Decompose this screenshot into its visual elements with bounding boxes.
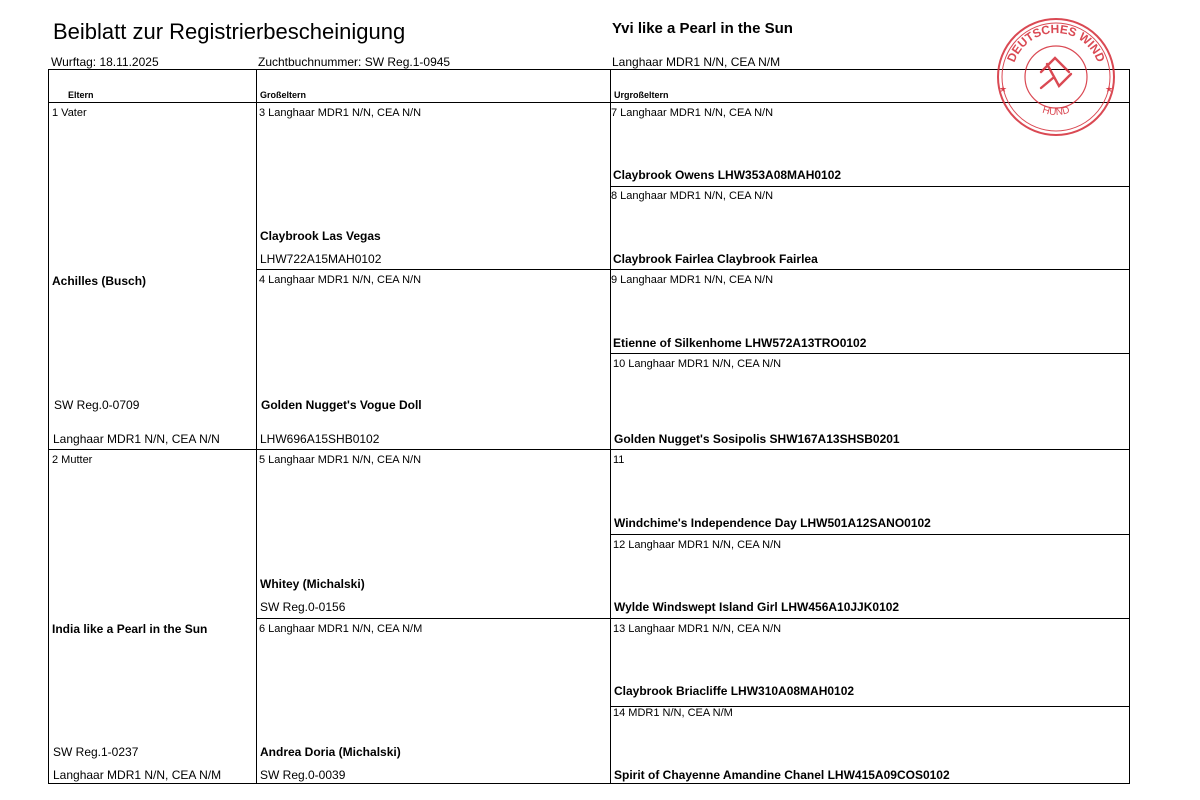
great-grandparent-label: 13 Langhaar MDR1 N/N, CEA N/N — [613, 623, 782, 635]
mother-genetics: Langhaar MDR1 N/N, CEA N/M — [53, 768, 222, 782]
grandparent-label: 6 Langhaar MDR1 N/N, CEA N/M — [259, 623, 423, 635]
row-divider — [610, 353, 1129, 354]
grandparent-reg: SW Reg.0-0039 — [260, 768, 346, 782]
row-divider — [610, 534, 1129, 535]
row-divider — [256, 618, 1129, 619]
row-divider — [610, 186, 1129, 187]
grandparent-label: 3 Langhaar MDR1 N/N, CEA N/N — [259, 107, 422, 119]
grandparent-name: Andrea Doria (Michalski) — [260, 745, 401, 759]
grandparent-label: 5 Langhaar MDR1 N/N, CEA N/N — [259, 454, 422, 466]
great-grandparent-label: 11 — [613, 454, 625, 466]
great-grandparent-name: Spirit of Chayenne Amandine Chanel LHW415A09COS0102 — [614, 768, 950, 782]
grandparent-name: Golden Nugget's Vogue Doll — [261, 398, 422, 412]
header-urgrosseltern: Urgroßeltern — [614, 90, 669, 100]
great-grandparent-name: Claybrook Fairlea Claybrook Fairlea — [613, 252, 818, 266]
mother-label: 2 Mutter — [52, 454, 93, 466]
grandparent-name: Whitey (Michalski) — [260, 577, 365, 591]
great-grandparent-label: 8 Langhaar MDR1 N/N, CEA N/N — [611, 190, 774, 202]
great-grandparent-name: Claybrook Briacliffe LHW310A08MAH0102 — [614, 684, 855, 698]
father-genetics: Langhaar MDR1 N/N, CEA N/N — [53, 432, 220, 446]
grandparent-reg: SW Reg.0-0156 — [260, 600, 346, 614]
column-divider — [610, 70, 611, 783]
grandparent-label: 4 Langhaar MDR1 N/N, CEA N/N — [259, 274, 422, 286]
header-eltern: Eltern — [68, 90, 94, 100]
grandparent-reg: LHW696A15SHB0102 — [260, 432, 380, 446]
father-name: Achilles (Busch) — [52, 274, 147, 288]
header-grosseltern: Großeltern — [260, 90, 307, 100]
stamp-star-left: ★ — [999, 84, 1008, 94]
great-grandparent-name: Windchime's Independence Day LHW501A12SANO0102 — [614, 516, 931, 530]
great-grandparent-name: Claybrook Owens LHW353A08MAH0102 — [613, 168, 842, 182]
studbook-number: Zuchtbuchnummer: SW Reg.1-0945 — [258, 55, 451, 69]
mother-reg: SW Reg.1-0237 — [53, 745, 139, 759]
header-rule — [49, 102, 1129, 103]
dog-name: Yvi like a Pearl in the Sun — [612, 20, 793, 37]
great-grandparent-label: 9 Langhaar MDR1 N/N, CEA N/N — [611, 274, 774, 286]
grandparent-name: Claybrook Las Vegas — [260, 229, 381, 243]
pedigree-table — [48, 69, 1130, 784]
litter-date: Wurftag: 18.11.2025 — [51, 55, 159, 69]
great-grandparent-label: 12 Langhaar MDR1 N/N, CEA N/N — [613, 539, 782, 551]
great-grandparent-label: 10 Langhaar MDR1 N/N, CEA N/N — [613, 358, 782, 370]
row-divider — [256, 269, 1129, 270]
stamp-text-bottom: HUND — [1041, 104, 1071, 119]
great-grandparent-name: Wylde Windswept Island Girl LHW456A10JJK0102 — [614, 600, 900, 614]
father-label: 1 Vater — [52, 107, 87, 119]
great-grandparent-name: Etienne of Silkenhome LHW572A13TRO0102 — [613, 336, 867, 350]
stamp-star-right: ★ — [1105, 84, 1114, 94]
association-stamp-icon — [993, 14, 1119, 140]
great-grandparent-label: 14 MDR1 N/N, CEA N/M — [613, 707, 733, 719]
column-divider — [256, 70, 257, 783]
grandparent-reg: LHW722A15MAH0102 — [260, 252, 382, 266]
dog-genetics: Langhaar MDR1 N/N, CEA N/M — [612, 55, 781, 69]
document-title: Beiblatt zur Registrierbescheinigung — [53, 19, 406, 44]
svg-text:HUND — [1041, 105, 1071, 118]
father-reg: SW Reg.0-0709 — [54, 398, 140, 412]
row-divider — [49, 449, 1129, 450]
great-grandparent-name: Golden Nugget's Sosipolis SHW167A13SHSB0201 — [614, 432, 900, 446]
great-grandparent-label: 7 Langhaar MDR1 N/N, CEA N/N — [611, 107, 774, 119]
stamp-text-top: DEUTSCHES WIND — [1004, 21, 1108, 65]
mother-name: India like a Pearl in the Sun — [52, 622, 208, 636]
